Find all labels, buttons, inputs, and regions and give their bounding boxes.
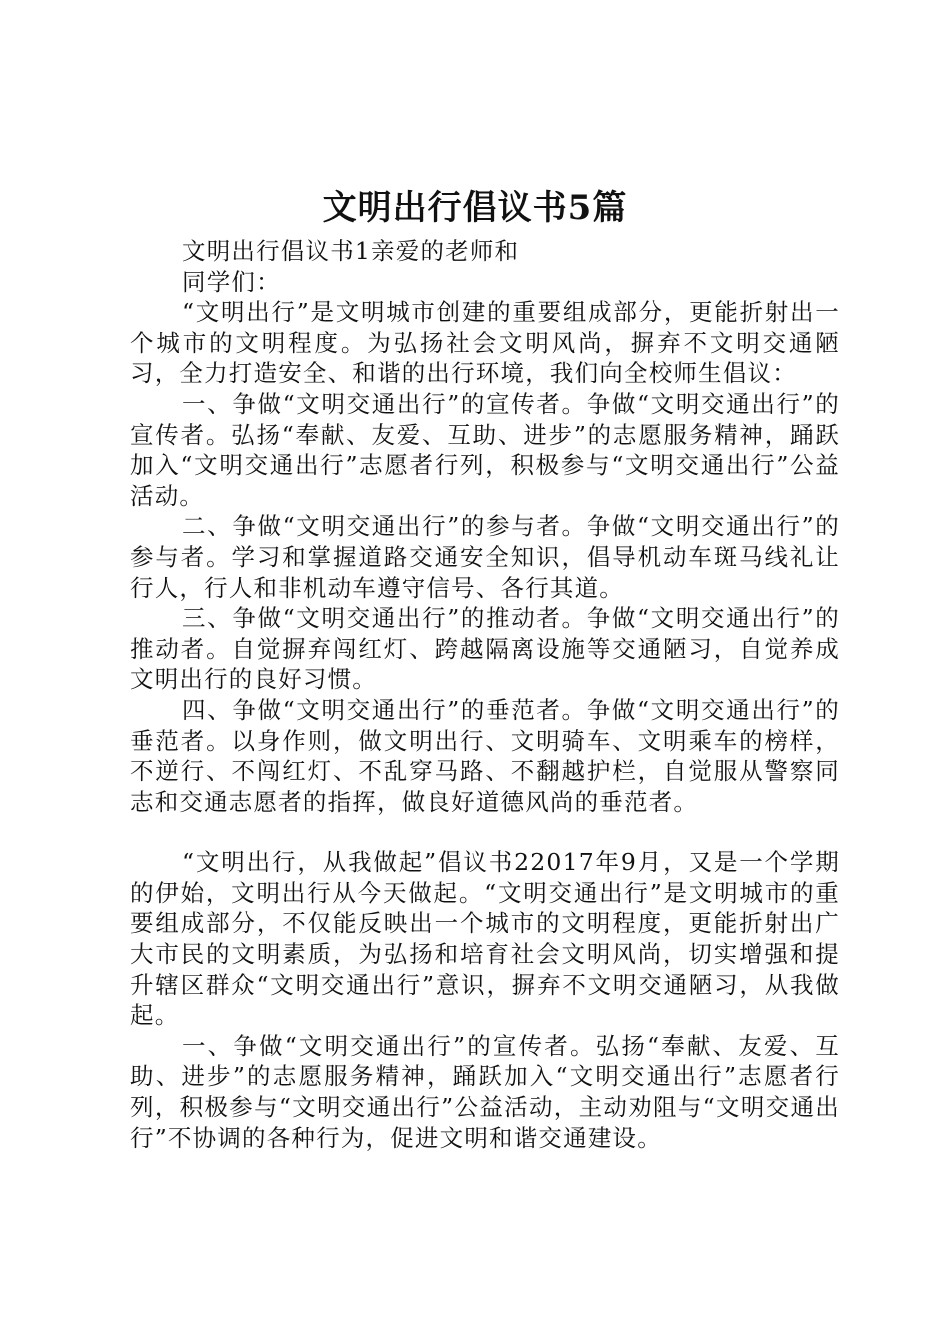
- paragraph: 一、争做“文明交通出行”的宣传者。弘扬“奉献、友爱、互助、进步”的志愿服务精神，踊跃加入“文明交通出行”志愿者行列，积极参与“文明交通出行”公益活动，主动劝阻与“文明交通出行”不协调的各种行为，促进文明和谐交通建设。: [130, 1031, 840, 1152]
- document-title: 文明出行倡议书5篇: [322, 188, 628, 228]
- paragraph: 二、争做“文明交通出行”的参与者。争做“文明交通出行”的参与者。学习和掌握道路交通安全知识，倡导机动车斑马线礼让行人，行人和非机动车遵守信号、各行其道。: [130, 512, 840, 602]
- section-gap: [130, 817, 840, 847]
- paragraph: 三、争做“文明交通出行”的推动者。争做“文明交通出行”的推动者。自觉摒弃闯红灯、跨越隔离设施等交通陋习，自觉养成文明出行的良好习惯。: [130, 604, 840, 694]
- paragraph: 四、争做“文明交通出行”的垂范者。争做“文明交通出行”的垂范者。以身作则，做文明出行、文明骑车、文明乘车的榜样，不逆行、不闯红灯、不乱穿马路、不翻越护栏，自觉服从警察同志和交通志愿者的指挥，做良好道德风尚的垂范者。: [130, 695, 840, 816]
- paragraph: 一、争做“文明交通出行”的宣传者。争做“文明交通出行”的宣传者。弘扬“奉献、友爱、互助、进步”的志愿服务精神，踊跃加入“文明交通出行”志愿者行列，积极参与“文明交通出行”公益活动。: [130, 389, 840, 510]
- document-body: [130, 236, 840, 1153]
- paragraph: “文明出行”是文明城市创建的重要组成部分，更能折射出一个城市的文明程度。为弘扬社会文明风尚，摒弃不文明交通陋习，全力打造安全、和谐的出行环境，我们向全校师生倡议：: [130, 298, 840, 388]
- intro-line: 同学们：: [182, 267, 281, 296]
- intro-line: 文明出行倡议书1亲爱的老师和: [182, 237, 520, 265]
- paragraph: “文明出行，从我做起”倡议书22017年9月，又是一个学期的伊始，文明出行从今天做起。“文明交通出行”是文明城市的重要组成部分，不仅能反映出一个城市的文明程度，更能折射出广大市民的文明素质，为弘扬和培育社会文明风尚，切实增强和提升辖区群众“文明交通出行”意识，摒弃不文明交通陋习，从我做起。: [130, 848, 840, 1030]
